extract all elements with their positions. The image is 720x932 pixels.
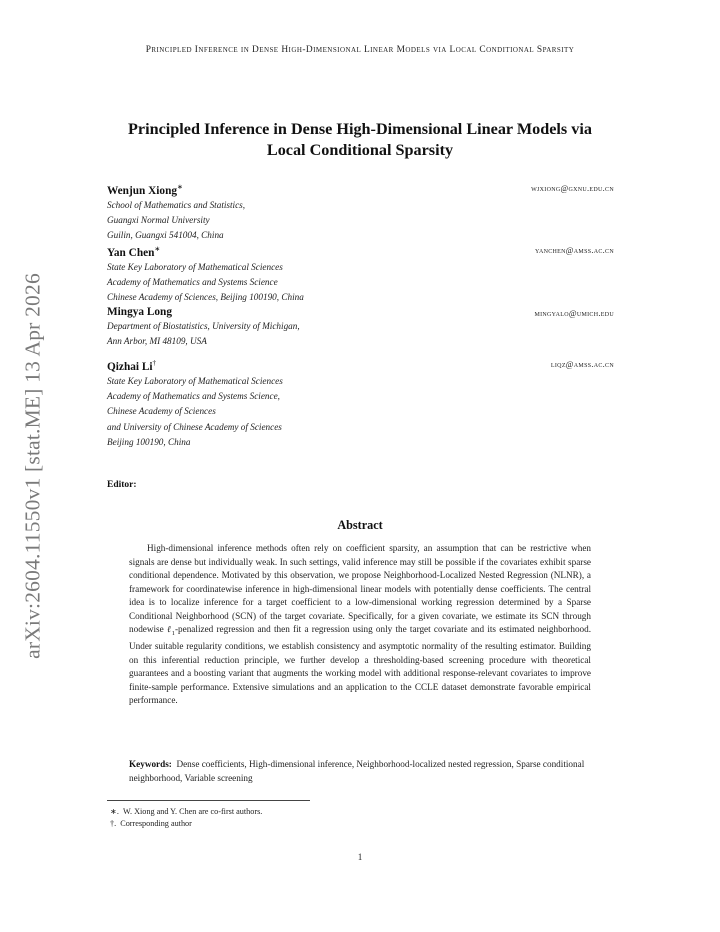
abstract-body: High-dimensional inference methods often rely on coefficient sparsity, an assumption that can be restrictive when signals are dense but individually weak. In such settings, valid inference may still be possible if the covariates exhibit sparse conditional dependence. Motivated by this observation, we propose Neighborhood-Localized Nested Regression (NLNR), a framework for coordinatewise inference in high-dimensional linear models with potentially dense coefficients. The central idea is to localize inference for a target coefficient to a low-dimensional working regression determined by a Sparse Conditional Neighborhood (SCN) of the target covariate. Specifically, for a given covariate, we estimate its SCN through nodewise ℓ$_1$-penalized regression and then fit a regression using only the target covariate and its estimated neighborhood. Under suitable regularity conditions, we establish consistency and asymptotic normality of the resulting estimator. Building on this inferential reduction principle, we further develop a thresholding-based screening procedure with theoretical guarantees and a boosting variant that augments the working model with additional response-relevant covariates to improve finite-sample performance. Extensive simulations and an application to the CCLE dataset demonstrate favorable empirical performance. [129,543,592,706]
keywords [129,758,591,785]
author-block-4 [107,357,614,450]
editor-label: Editor: [107,480,137,490]
author-block-3 [107,306,614,350]
cofirst-mark: ∗ [177,183,183,191]
author-name: Qizhai Li† [107,359,157,373]
footnote-cofirst: ∗. W. Xiong and Y. Chen are co-first authors. [110,807,263,816]
keywords-label: Keywords: [129,759,172,769]
keywords-text: Dense coefficients, High-dimensional inference, Neighborhood-localized nested regression, Sparse conditional neighborhood, Variable screening [129,759,585,783]
running-head: Principled Inference in Dense High-Dimensional Linear Models via Local Conditional Sparsity [145,45,575,55]
arxiv-identifier-stamp: arXiv:2604.11550v1 [stat.ME] 13 Apr 2026 [20,273,45,659]
corresponding-mark: † [152,359,157,367]
page-number: 1 [357,852,363,862]
abstract-heading: Abstract [337,518,383,532]
author-email: liqz@amss.ac.cn [550,360,614,369]
author-name: Wenjun Xiong∗ [107,183,183,197]
footnote-rule [107,800,310,801]
author-affiliation: School of Mathematics and Statistics, Guangxi Normal University Guilin, Guangxi 541004, China [107,199,246,241]
author-email: wjxiong@gxnu.edu.cn [531,184,614,193]
ell-symbol: ℓ [166,624,172,634]
author-name: Yan Chen∗ [107,245,161,259]
footnote-corresponding: †. Corresponding author [110,819,192,828]
author-affiliation: State Key Laboratory of Mathematical Sciences Academy of Mathematics and Systems Science Chinese Academy of Sciences, Beijing 100190, China [107,261,304,303]
author-block-1 [107,181,614,244]
author-email: yanchen@amss.ac.cn [535,246,614,255]
cofirst-mark: ∗ [154,245,161,253]
author-block-2 [107,243,614,306]
author-name: Mingya Long [107,306,172,318]
author-affiliation: State Key Laboratory of Mathematical Sciences Academy of Mathematics and Systems Science, Chinese Academy of Sciences and University of Chinese Academy of Sciences Beijing 100190, China [107,375,283,447]
author-email: mingyalo@umich.edu [534,309,614,318]
author-affiliation: Department of Biostatistics, University of Michigan, Ann Arbor, MI 48109, USA [107,321,300,347]
paper-title: Principled Inference in Dense High-Dimensional Linear Models via Local Conditional Sparsity [128,120,592,159]
